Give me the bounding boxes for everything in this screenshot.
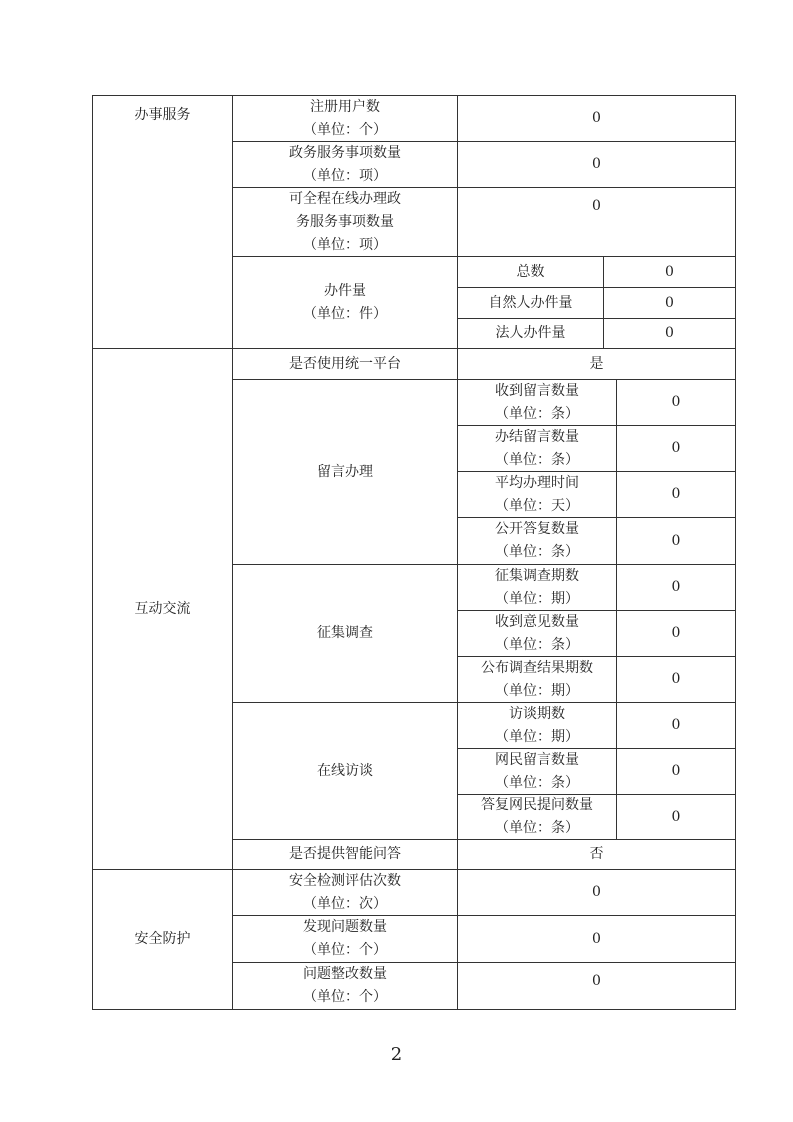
value-security-checks: 0	[457, 869, 736, 916]
value-cases-legal: 0	[603, 318, 736, 349]
item-service-items: 政务服务事项数量 （单位：项）	[232, 141, 458, 188]
value-service-items: 0	[457, 141, 736, 188]
value-unified-platform: 是	[457, 348, 736, 380]
value-issues-found: 0	[457, 915, 736, 963]
group-survey: 征集调查	[232, 564, 458, 703]
category-service: 办事服务	[92, 95, 233, 349]
item-issues-fixed: 问题整改数量 （单位：个）	[232, 962, 458, 1010]
subitem-messages-avg-time: 平均办理时间 （单位：天）	[457, 471, 617, 518]
subitem-survey-periods: 征集调查期数 （单位：期）	[457, 564, 617, 611]
subitem-survey-results: 公布调查结果期数 （单位：期）	[457, 656, 617, 703]
subitem-messages-public-replies: 公开答复数量 （单位：条）	[457, 517, 617, 565]
value-smart-qa: 否	[457, 839, 736, 870]
subitem-cases-legal: 法人办件量	[457, 318, 604, 349]
item-issues-found: 发现问题数量 （单位：个）	[232, 915, 458, 963]
item-unified-platform: 是否使用统一平台	[232, 348, 458, 380]
subitem-messages-closed: 办结留言数量 （单位：条）	[457, 425, 617, 472]
subitem-interview-periods: 访谈期数 （单位：期）	[457, 702, 617, 749]
item-registered-users: 注册用户数 （单位：个）	[232, 95, 458, 142]
value-interview-messages: 0	[616, 748, 736, 795]
category-security: 安全防护	[92, 869, 233, 1010]
value-cases-natural: 0	[603, 287, 736, 319]
value-survey-results: 0	[616, 656, 736, 703]
value-interview-periods: 0	[616, 702, 736, 749]
group-interview: 在线访谈	[232, 702, 458, 840]
group-messages: 留言办理	[232, 379, 458, 565]
subitem-survey-opinions: 收到意见数量 （单位：条）	[457, 610, 617, 657]
value-messages-received: 0	[616, 379, 736, 426]
item-online-items: 可全程在线办理政 务服务事项数量 （单位：项）	[232, 187, 458, 257]
category-interaction: 互动交流	[92, 348, 233, 870]
value-issues-fixed: 0	[457, 962, 736, 1010]
subitem-messages-received: 收到留言数量 （单位：条）	[457, 379, 617, 426]
value-interview-replies: 0	[616, 794, 736, 840]
value-cases-total: 0	[603, 256, 736, 288]
item-security-checks: 安全检测评估次数 （单位：次）	[232, 869, 458, 916]
value-messages-avg-time: 0	[616, 471, 736, 518]
item-smart-qa: 是否提供智能问答	[232, 839, 458, 870]
value-messages-public-replies: 0	[616, 517, 736, 565]
page-number: 2	[390, 1044, 403, 1065]
value-registered-users: 0	[457, 95, 736, 142]
subitem-interview-replies: 答复网民提问数量 （单位：条）	[457, 794, 617, 840]
value-survey-opinions: 0	[616, 610, 736, 657]
value-online-items: 0	[457, 187, 736, 257]
subitem-interview-messages: 网民留言数量 （单位：条）	[457, 748, 617, 795]
item-cases: 办件量 （单位：件）	[232, 256, 458, 349]
value-messages-closed: 0	[616, 425, 736, 472]
value-survey-periods: 0	[616, 564, 736, 611]
subitem-cases-natural: 自然人办件量	[457, 287, 604, 319]
subitem-cases-total: 总数	[457, 256, 604, 288]
